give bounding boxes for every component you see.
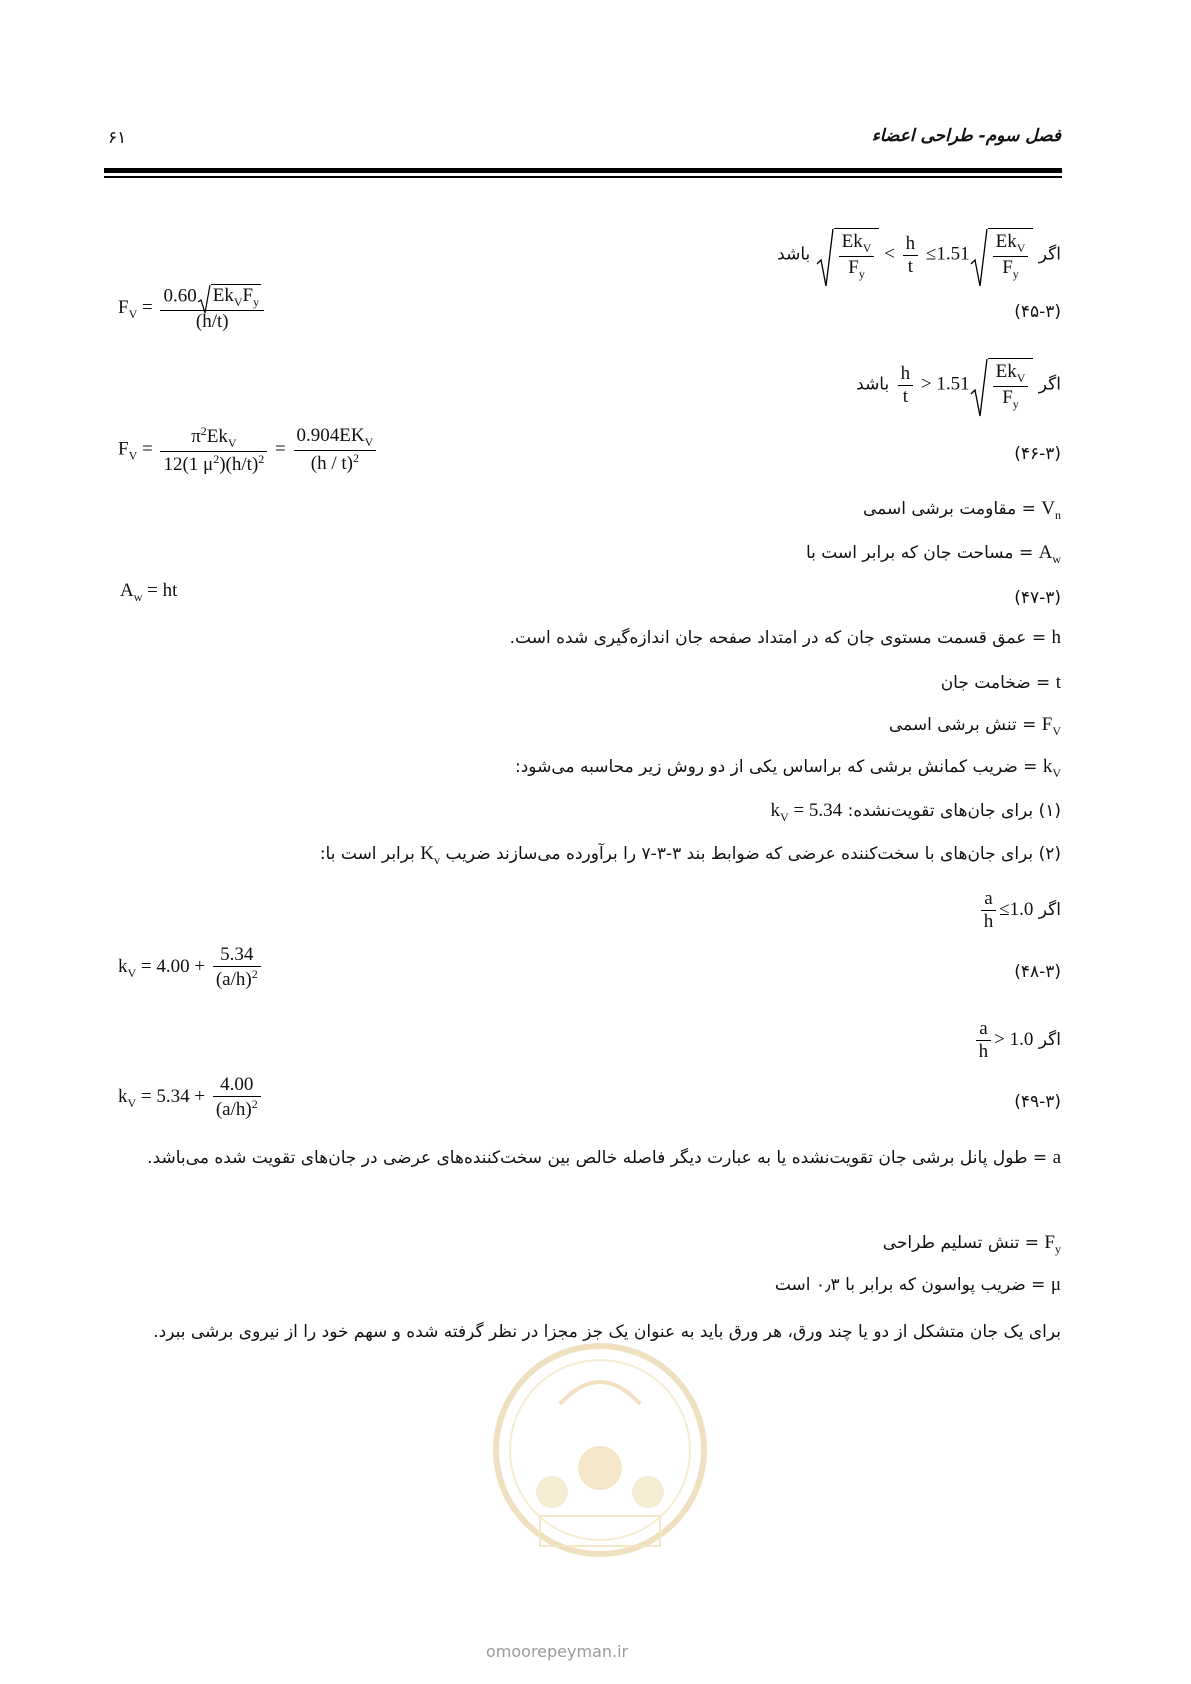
definition-aw: $A_w$ = مساحت جان که برابر است با (805, 542, 1061, 566)
list-item-1: (۱) برای جان‌های تقویت‌نشده: $k_V = 5.34$ (770, 800, 1061, 824)
condition-2 (856, 358, 1061, 412)
equation-number-49: (۴۹-۳) (1014, 1092, 1061, 1112)
definition-fv: $F_V$ = تنش برشی اسمی (888, 714, 1061, 738)
watermark-seal (480, 1320, 720, 1580)
list-item-2: (۲) برای جان‌های با سخت‌کننده عرضی که ضوابط بند ۳-۳-۷ را برآورده می‌سازند ضریب $K_v$ برابر است با: (319, 843, 1061, 867)
equation-number-46: (۴۶-۳) (1014, 444, 1061, 464)
equation-number-48: (۴۸-۳) (1014, 962, 1061, 982)
then-word: باشد (777, 244, 811, 265)
definition-vn: $V_n$ = مقاومت برشی اسمی (863, 498, 1061, 522)
equation-46: $F_V$ = $\frac{\pi^2Ek_V}{12(1 \mu^2)(h/t)^2}$ = $\frac{0.904EK_V}{(h / t)^2}$ (118, 424, 379, 476)
definition-mu: μ = ضریب پواسون که برابر با ۰٫۳ است (774, 1274, 1061, 1295)
equation-47: $A_w$ = ht (120, 580, 178, 604)
then-word: باشد (856, 374, 890, 395)
condition-2-formula: $\frac{h}{t}$ > 1.51 $\frac{Ek_V}{F_y}$ (895, 358, 1034, 412)
page-number: ۶۱ (108, 128, 127, 148)
header-rule-thin (104, 176, 1062, 178)
definition-kv: $k_V$ = ضریب کمانش برشی که براساس یکی از دو روش زیر محاسبه می‌شود: (515, 756, 1061, 780)
header-rule-thick (104, 168, 1062, 173)
equation-48: $k_V = 4.00$ + $\frac{5.34}{(a/h)^2}$ (118, 944, 264, 991)
definition-h: h = عمق قسمت مستوی جان که در امتداد صفحه جان اندازه‌گیری شده است. (509, 627, 1061, 648)
if-word: اگر (1038, 244, 1061, 265)
watermark-url: omoorepeyman.ir (486, 1642, 629, 1661)
condition-1 (777, 228, 1061, 282)
condition-1-formula: $\frac{Ek_V}{F_y}$ < $\frac{h}{t}$ ≤1.51 $\frac{Ek_V}{F_y}$ (816, 228, 1034, 282)
condition-3: اگر $\frac{a}{h}$ ≤1.0 (978, 888, 1061, 933)
definition-t: t = ضخامت جان (940, 672, 1061, 693)
equation-45: $F_V$ = 0.60 $Ek_VF_y$ (h/t) (118, 284, 267, 333)
chapter-title: فصل سوم- طراحی اعضاء (871, 126, 1061, 146)
definition-a: a = طول پانل برشی جان تقویت‌نشده یا به عبارت دیگر فاصله خالص بین سخت‌کننده‌های عرضی در جان‌های تقویت شده می‌باشد. (147, 1147, 1061, 1168)
condition-4: اگر $\frac{a}{h}$ > 1.0 (973, 1018, 1061, 1063)
equation-49: $k_V = 5.34$ + $\frac{4.00}{(a/h)^2}$ (118, 1074, 264, 1121)
closing-paragraph: برای یک جان متشکل از دو یا چند ورق، هر ورق باید به عنوان یک جز مجزا در نظر گرفته شده و سهم خود را از نیروی برشی ببرد. (153, 1322, 1061, 1342)
if-word: اگر (1038, 374, 1061, 395)
equation-number-45: (۴۵-۳) (1014, 302, 1061, 322)
definition-fy: $F_y$ = تنش تسلیم طراحی (882, 1232, 1061, 1256)
equation-number-47: (۴۷-۳) (1014, 588, 1061, 608)
